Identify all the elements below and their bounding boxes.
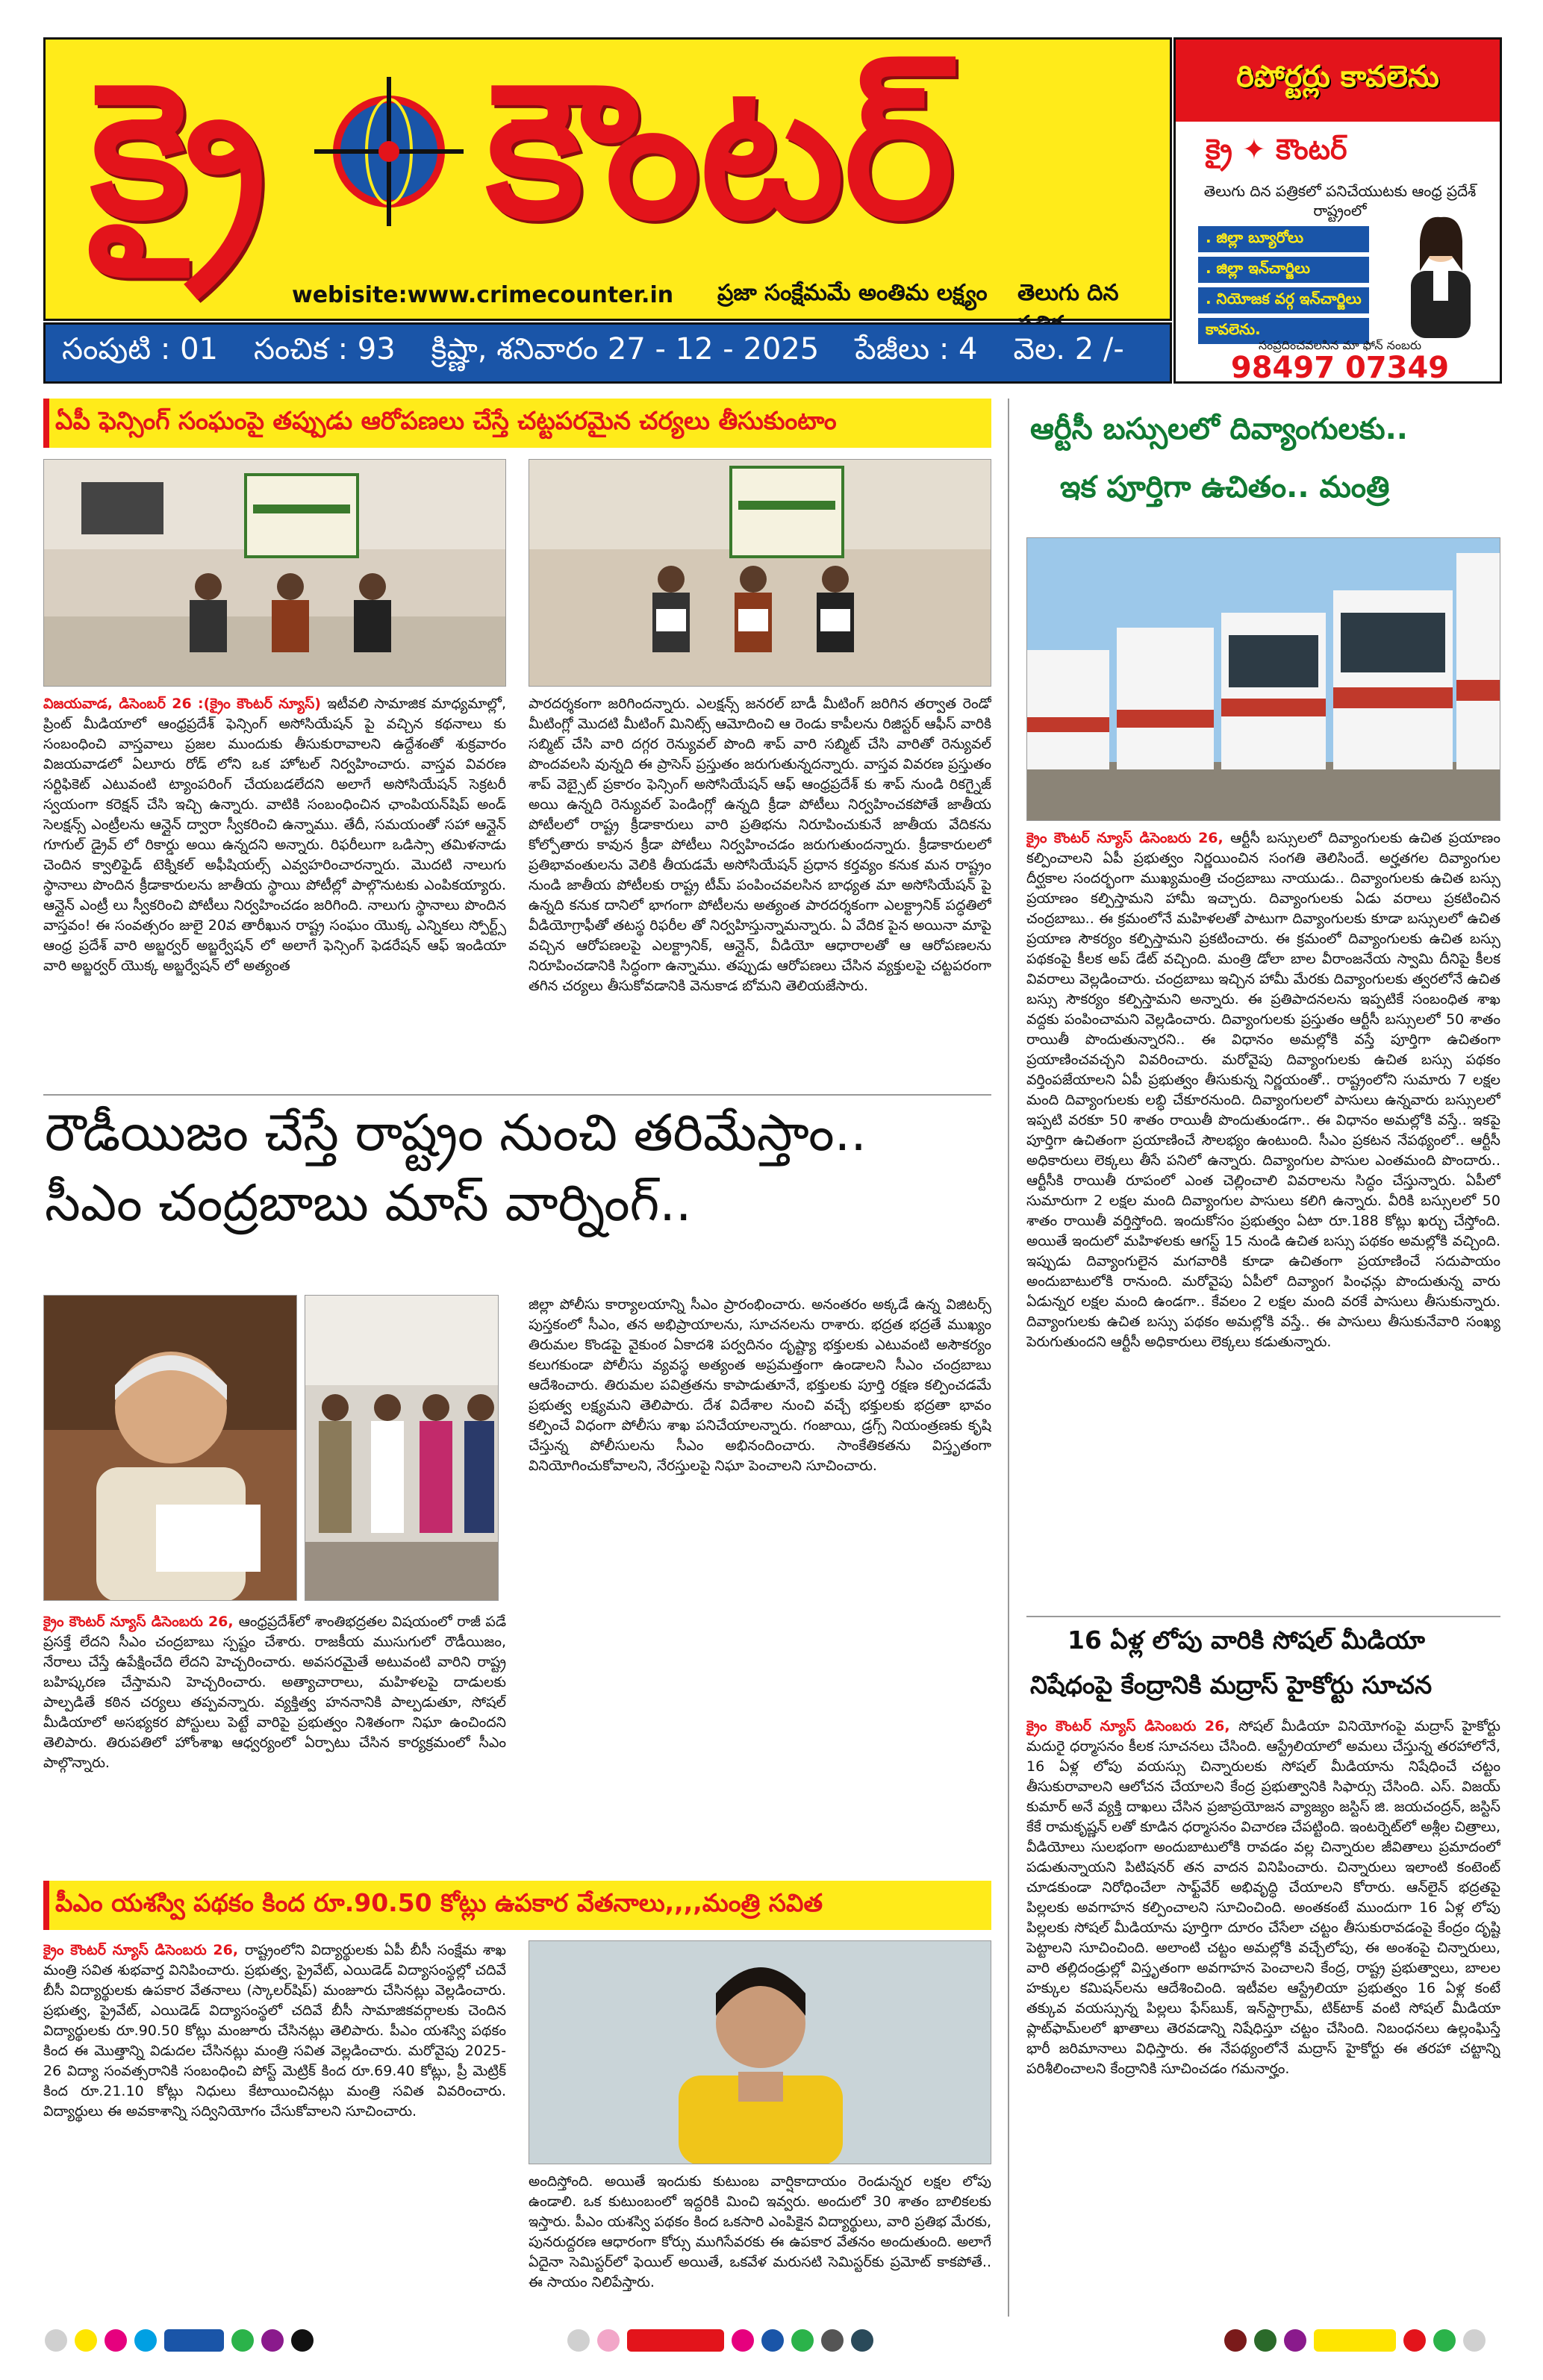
article3-column-1: [43, 1940, 506, 2317]
article2-photo-2: [305, 1295, 499, 1601]
website-url: webisite:www.crimecounter.in: [292, 282, 674, 308]
reg-dot: [851, 2329, 873, 2352]
article4-headline-line2: ఇక పూర్తిగా ఉచితం.. మంత్రి: [1060, 470, 1390, 505]
reg-dot: [761, 2329, 784, 2352]
article1-column-1: [43, 694, 506, 1090]
article2-column-2: [529, 1295, 991, 1873]
reg-dot: [75, 2329, 97, 2352]
article4-body: [1026, 828, 1500, 1608]
ad-position-item: కావలెను.: [1198, 318, 1369, 344]
price: వెల. 2 /-: [1013, 332, 1124, 366]
article2-photo-1: [43, 1295, 297, 1601]
logo-text-right: కౌంటర్: [486, 43, 955, 260]
ad-person-illustration: [1392, 211, 1489, 338]
ad-heading: రిపోర్టర్లు కావలెను: [1176, 40, 1500, 122]
ad-contact-label: సంప్రదించవలసిన మా ఫోన్ నంబరు: [1258, 338, 1422, 352]
article1-column-2: [529, 694, 991, 1090]
article2-headline-line2: సీఎం చంద్రబాబు మాస్ వార్నింగ్..: [45, 1174, 692, 1233]
article1-headline: ఏపీ ఫెన్సింగ్ సంఘంపై తప్పుడు ఆరోపణలు చేస్తే చట్టపరమైన చర్యలు తీసుకుంటాం: [55, 406, 837, 435]
article1-photo-1: [43, 459, 506, 687]
article2-headline-line1: రౌడీయిజం చేస్తే రాష్ట్రం నుంచి తరిమేస్తాం..: [45, 1104, 867, 1163]
article4-lead: క్రైం కౌంటర్ న్యూస్ డిసెంబరు 26,: [1026, 830, 1231, 846]
reg-pill: [1314, 2329, 1396, 2352]
article3-body-1: రాష్ట్రంలోని విద్యార్థులకు ఏపీ బీసీ సంక్షేమ శాఖ మంత్రి సవిత శుభవార్త వినిపించారు. ప్రభుత్వ, ప్రైవేట్, ఎయిడెడ్ విద్యాసంస్థల్లో చదివే బీసీ విద్యార్థులకు ఉపకార వేతనాలు (స్కాలర్‌షిప్) మంజూరు చేసినట్లు వెల్లడించారు. ప్రభుత్వ, ప్రైవేట్, ఎయిడెడ్ విద్యాసంస్థలో చదివే బీసీ సామాజికవర్గాలకు చెందిన విద్యార్థులకు రూ.90.50 కోట్లు మంజూరు చేసినట్లు తెలిపారు. పీఎం యశస్వి పథకం కింద ఈ మొత్తాన్ని విడుదల చేసినట్లు మంత్రి సవిత వెల్లడించారు. మరోవైపు 2025-26 విద్యా సంవత్సరానికి సంబంధించి పోస్ట్ మెట్రిక్ కింద రూ.69.40 కోట్లు, ప్రీ మెట్రిక్ కింద రూ.21.10 కోట్లు నిధులు కేటాయించినట్లు మంత్రి సవిత వివరించారు. విద్యార్థులు ఈ అవకాశాన్ని సద్వినియోగం చేసుకోవాలని సూచించారు.: [43, 1942, 506, 2120]
press-meet-photo-2: [529, 460, 991, 687]
reg-dot: [1403, 2329, 1426, 2352]
article5-body: [1026, 1717, 1500, 2317]
reg-dot: [261, 2329, 284, 2352]
page-count: పేజీలు : 4: [855, 332, 978, 366]
article2-column-1: [43, 1612, 506, 1873]
reg-dot: [291, 2329, 314, 2352]
column-divider: [1008, 399, 1009, 2317]
reporters-wanted-ad: [1173, 37, 1502, 384]
reg-dot: [45, 2329, 67, 2352]
article2-lead: క్రైం కౌంటర్ న్యూస్ డిసెంబరు 26,: [43, 1614, 239, 1630]
article2-body-1: ఆంధ్రప్రదేశ్‌లో శాంతిభద్రతల విషయంలో రాజీ పడే ప్రసక్తే లేదని సీఎం చంద్రబాబు స్పష్టం చేశారు. రాజకీయ ముసుగులో రౌడీయిజం, నేరాలు చేస్తే ఉపేక్షించేది లేదని హెచ్చరించారు. అవసరమైతే అటువంటి వారిని రాష్ట్ర బహిష్కరణ చేస్తామని హెచ్చరించారు. అత్యాచారాలు, మహిళలపై దాడులకు పాల్పడితే కఠిన చర్యలు తప్పవన్నారు. వ్యక్తిత్వ హననానికి పాల్పడుతూ, సోషల్ మీడియాలో అసభ్యకర పోస్టులు పెట్టే వారిపై ప్రభుత్వం నిశితంగా నిఘా ఉంచిందని తెలిపారు. తిరుపతిలో హోంశాఖ ఆధ్వర్యంలో ఏర్పాటు చేసిన కార్యక్రమంలో సీఎం పాల్గొన్నారు.: [43, 1614, 506, 1771]
reg-pill: [627, 2329, 724, 2352]
divider: [43, 1094, 991, 1096]
reg-dot: [134, 2329, 157, 2352]
reg-pill: [164, 2329, 224, 2352]
article3-headline: పీఎం యశస్వి పథకం కింద రూ.90.50 కోట్లు ఉపకార వేతనాలు,,,,మంత్రి సవిత: [55, 1888, 823, 1917]
article5-body-text: సోషల్ మీడియా వినియోగంపై మద్రాస్ హైకోర్టు మదురై ధర్మాసనం కీలక సూచనలు చేసింది. ఆస్ట్రేలియాలో అమలు చేస్తున్న తరహాలోనే, 16 ఏళ్ల లోపు వయస్సు చిన్నారులకు సోషల్ మీడియాను నిషేధించే చట్టం తీసుకురావాలని ఆలోచన చేయాలని కేంద్ర ప్రభుత్వానికి సిఫార్సు చేసింది. ఎస్. విజయ్ కుమార్ అనే వ్యక్తి దాఖలు చేసిన ప్రజాప్రయోజన వ్యాజ్యం జస్టిస్ జి. జయచంద్రన్, జస్టిస్ కేకే రామకృష్ణన్ లతో కూడిన ధర్మాసనం విచారణ చేపట్టింది. ఇంటర్నెట్‌లో అశ్లీల చిత్రాలు, వీడియోలు సులభంగా అందుబాటులోకి రావడం వల్ల చిన్నారుల జీవితాలు ప్రమాదంలో పడుతున్నాయని పిటిషనర్ తన వాదన వినిపించారు. చిన్నారులు ఇలాంటి కంటెంట్ చూడకుండా నిరోధించేలా సాఫ్ట్‌వేర్ అభివృద్ధి చేయాలని కోరారు. ఆన్‌లైన్ భద్రతపై పిల్లలకు అవగాహన కల్పించాలని సూచించింది. అంతకంటే ముందుగా 16 ఏళ్ల లోపు పిల్లలకు సోషల్ మీడియాను పూర్తిగా దూరం చేసేలా చట్టం తీసుకురావడంపై కేంద్రం దృష్టి పెట్టాలని సూచించింది. అలాంటి చట్టం అమల్లోకి వచ్చేలోపు, ఈ అంశంపై చిన్నారులు, వారి తల్లిదండ్రుల్లో విస్తృతంగా అవగాహన పెంచాలని కేంద్ర, రాష్ట్ర ప్రభుత్వాలు, బాలల హక్కుల కమిషన్‌లను ఆదేశించింది. ఇటీవల ఆస్ట్రేలియా ప్రభుత్వం 16 ఏళ్ల కంటే తక్కువ వయస్సున్న పిల్లలు ఫేస్‌బుక్, ఇన్‌స్టాగ్రామ్, టిక్‌టాక్ వంటి సోషల్ మీడియా ప్లాట్‌ఫామ్‌లలో ఖాతాలు తెరవడాన్ని నిషేధిస్తూ చట్టం చేసింది. నిబంధనలు ఉల్లంఘిస్తే భారీ జరిమానాలు విధిస్తారు. ఈ నేపథ్యంలోనే మద్రాస్ హైకోర్టు ఈ తరహా చట్టాన్ని పరిశీలించాలని కేంద్రానికి సూచించడం గమనార్హం.: [1026, 1718, 1500, 2077]
reg-dot: [1463, 2329, 1486, 2352]
globe-logo-icon: [314, 77, 464, 226]
article2-body-2: జిల్లా పోలీసు కార్యాలయాన్ని సీఎం ప్రారంభించారు. అనంతరం అక్కడే ఉన్న విజిటర్స్ పుస్తకంలో సీఎం, తన అభిప్రాయాలను, సూచనలను రాశారు. భద్రత భద్రతే ముఖ్యం తిరుమల కొండపై వైకుంఠ ఏకాదశి పర్వదినం దృష్ట్యా భక్తులకు ఎటువంటి అసౌకర్యం కలుగకుండా పోలీసు వ్యవస్థ అత్యంత అప్రమత్తంగా ఉండాలని సీఎం చంద్రబాబు ఆదేశించారు. తిరుమల పవిత్రతను కాపాడుతూనే, భక్తులకు పూర్తి రక్షణ కల్పించడమే ప్రభుత్వ లక్ష్యమని తెలిపారు. దేశ విదేశాల నుంచి వచ్చే భక్తులకు భద్రతా భావం కల్పించే విధంగా పోలీసు శాఖ పనిచేయాలన్నారు. గంజాయి, డ్రగ్స్ నియంత్రణకు కృషి చేస్తున్న పోలీసులను సీఎం అభినందించారు. సాంకేతికతను విస్తృతంగా వినియోగించుకోవాలని, నేరస్తులపై నిఘా పెంచాలని సూచించారు.: [529, 1296, 991, 1474]
cm-photo: [44, 1296, 297, 1601]
article5-lead: క్రైం కౌంటర్ న్యూస్ డిసెంబరు 26,: [1026, 1718, 1239, 1734]
reg-dot: [1224, 2329, 1247, 2352]
article3-column-2: [529, 2172, 991, 2317]
reg-dot: [597, 2329, 620, 2352]
article1-body-2: పారదర్శకంగా జరిగిందన్నారు. ఎలక్షన్స్ జనరల్ బాడీ మీటింగ్ జరిగిన తర్వాత రెండో మీటింగ్లో మొదటి మీటింగ్ మినిట్స్ ఆమోదించి ఆ రెండు కాపీలను రిజిస్టర్ ఆఫీస్ వారికి సబ్మిట్ చేసి వారి దగ్గర రెన్యువల్ పొంది శాప్ వారి సబ్మిట్ చేసి వారితో రెన్యువల్ పొందవలసి వున్నది ఈ ప్రాసెస్ ప్రస్తుతం జరుగుతున్నదన్నారు. వాస్తవ వివరణ ప్రస్తుతం శాప్ వెబ్సైట్ ప్రకారం ఫెన్సింగ్ అసోసియేషన్ ఆఫ్ ఆంధ్రప్రదేశ్ కు శాప్ నుండి రికగ్నైజ్ అయి ఉన్నది రెన్యువల్ పెండింగ్లో ఉన్నది క్రీడా పోటీలు నిర్వహించకపోతే జాతీయ పోటీలలో రాష్ట్ర క్రీడాకారులు వారి ప్రతిభను నిరూపించుకునే జాతీయ వేదికను కోల్పోతారు కావున క్రీడా పోటీలు నిర్వహించడం జరుగుతుందన్నారు. క్రీడాకారులలో ప్రతిభావంతులను వెలికి తీయడమే అసోసియేషన్ ప్రధాన కర్తవ్యం కనుక మన రాష్ట్రం నుండి జాతీయ పోటీలకు రాష్ట్ర టీమ్ పంపించవలసిన బాధ్యత మా అసోసియేషన్ పై ఉన్నది కనుక దానిలో భాగంగా పోటీలను అత్యంత పారదర్శకంగా ఎలక్ట్రానిక్ పద్ధతిలో వీడియోగ్రాఫీతో తటస్థ రిఫరీల తో నిర్వహిస్తున్నామన్నారు. ఏ వేదిక పైన అయినా మాపై వచ్చిన ఆరోపణలపై ఎలక్ట్రానిక్, ఆన్లైన్, వీడియో ఆధారాలతో ఆ ఆరోపణలను నిరూపించడానికి సిద్ధంగా ఉన్నాము. తప్పుడు ఆరోపణలు చేసిన వ్యక్తులపై చట్టపరంగా తగిన చర్యలు తీసుకోవడానికి వెనుకాడ బోమని తెలియజేసారు.: [529, 696, 991, 994]
reg-dot: [105, 2329, 127, 2352]
article5-headline-line1: 16 ఏళ్ల లోపు వారికి సోషల్ మీడియా: [1067, 1625, 1425, 1655]
ad-phone-number: 98497 07349: [1230, 351, 1450, 385]
masthead: [43, 37, 1172, 321]
ad-description: తెలుగు దిన పత్రికలో పనిచేయుటకు ఆంధ్ర ప్రదేశ్ రాష్ట్రంలో: [1203, 182, 1477, 219]
article5-headline-line2: నిషేధంపై కేంద్రానికి మద్రాస్ హైకోర్టు సూచన: [1030, 1670, 1433, 1699]
reg-dot: [1254, 2329, 1277, 2352]
volume: సంపుటి : 01: [62, 332, 218, 366]
logo-text-left: క్రై: [90, 43, 266, 260]
article1-photo-2: [529, 459, 991, 687]
article1-body-1: ఇటీవలి సామాజిక మాధ్యమాల్లో, ప్రింట్ మీడియాలో ఆంధ్రప్రదేశ్ ఫెన్సింగ్ అసోసియేషన్ పై వచ్చిన కథనాలు కు సంబంధించి వాస్తవాలు ప్రజల ముందుకు తీసుకురావాలని ఉద్దేశంతో శుక్రవారం విజయవాడలో ఏలూరు రోడ్ లోని ఒక హోటల్ నిర్వహించారు. వాస్తవ వివరణ సర్టిఫికెట్ ఎటువంటి ట్యాంపరింగ్ చేయబడలేదని అలాగే అసోసియేషన్ సెక్రటరీ స్వయంగా కరెక్షన్ చేసి ఇచ్చి ఉన్నారు. వాటికి సంబంధించిన ఛాంపియన్‌షిప్ అండ్ సెలక్షన్స్ ఎంట్రీలను ఆన్లైన్ ద్వారా స్వీకరించి ఉన్నాము. తేదీ, సమయంతో సహా ఆన్లైన్ గూగుల్ డ్రైవ్ లో రికార్డు అయి ఉన్నదని అన్నారు. రిఫరీలుగా ఒడిస్సా తమిళనాడు చెందిన క్వాలిఫైడ్ టెక్నికల్ అఫీషియల్స్ ఎవ్వహరించారన్నారు. మొదటి నాలుగు స్థానాలు పొందిన క్రీడాకారులను జాతీయ స్థాయి పోటీల్లో పాల్గొనుటకు ఎంపికయ్యారు. ఆన్లైన్ ఎంట్రీ లు స్వీకరించి పోటీలు నిర్వహించడం జరిగింది. నాలుగు స్థానాలు పొందిన వాస్తవం! ఈ సంవత్సరం జులై 20వ తారీఖున రాష్ట్ర సంఘం యొక్క ఎన్నికలు స్పోర్ట్స్ ఆంధ్ర ప్రదేశ్ వారి అబ్జర్వర్ అబ్జర్వేషన్ లో అలాగే ఫెన్సింగ్ ఫెడరేషన్ ఆఫ్ ఇండియా వారి అబ్జర్వర్ యొక్క అబ్జర్వేషన్ లో అత్యంత: [43, 696, 506, 974]
ad-position-item: . జిల్లా ఇన్‌చార్జిలు: [1198, 257, 1369, 283]
rtc-buses-photo: [1027, 538, 1500, 821]
issue-number: సంచిక : 93: [253, 332, 396, 366]
article3-lead: క్రైం కౌంటర్ న్యూస్ డిసెంబరు 26,: [43, 1942, 245, 1958]
article1-lead: విజయవాడ, డిసెంబర్ 26 :(క్రైం కౌంటర్ న్యూస్): [43, 696, 328, 712]
reg-dot: [732, 2329, 754, 2352]
cm-event-photo: [305, 1296, 499, 1601]
reg-dot: [821, 2329, 844, 2352]
reg-dot: [1433, 2329, 1456, 2352]
press-meet-photo-1: [44, 460, 506, 687]
article3-body-2: అందిస్తోంది. అయితే ఇందుకు కుటుంబ వార్షికాదాయం రెండున్నర లక్షల లోపు ఉండాలి. ఒక కుటుంబంలో ఇద్దరికి మించి ఇవ్వరు. అందులో 30 శాతం బాలికలకు ఇస్తారు. పీఎం యశస్వి పథకం కింద ఒకసారి ఎంపికైన విద్యార్థులు, వారి ప్రతిభ మేరకు, పునరుద్దరణ ఆధారంగా కోర్సు ముగిసేవరకు ఈ ఉపకార వేతనం అందుతుంది. అలాగే ఏదైనా సెమిస్టర్‌లో ఫెయిల్ అయితే, ఒకవేళ మరుసటి సెమిస్టర్‌కు ప్రమోట్ కాకపోతే.. ఈ సాయం నిలిపేస్తారు.: [529, 2173, 991, 2290]
ad-logo: క్రై ✦ కౌంటర్: [1206, 133, 1347, 166]
article4-body-text: ఆర్టీసీ బస్సులలో దివ్యాంగులకు ఉచిత ప్రయాణం కల్పించాలని ఏపీ ప్రభుత్వం నిర్ణయించిన సంగతి తెలిసిందే. అర్హతగల దివ్యాంగుల దీర్ఘకాల సందర్భంగా ముఖ్యమంత్రి చంద్రబాబు నాయుడు.. దివ్యాంగులకు ఉచిత బస్సు ప్రయాణం కల్పిస్తామని హామీ ఇచ్చారు. దివ్యాంగులకు ఏడు వరాలు ప్రకటించిన చంద్రబాబు.. ఈ క్రమంలోనే మహిళలతో పాటుగా దివ్యాంగులకు కూడా బస్సులలో ఉచిత ప్రయాణ సౌకర్యం కల్పిస్తామని ప్రకటించారు. ఈ క్రమంలో దివ్యాంగులకు ఉచిత బస్సు పథకంపై కీలక అప్ డేట్ వచ్చింది. మంత్రి డోలా బాల వీరాంజనేయ స్వామి దీనిపై కీలక వివరాలు వెల్లడించారు. చంద్రబాబు ఇచ్చిన హామీ మేరకు దివ్యాంగులకు త్వరలోనే ఉచిత బస్సు సౌకర్యం కల్పిస్తామని అన్నారు. ఈ ప్రతిపాదనలను ఇప్పటికే సంబంధిత శాఖ వద్దకు పంపించామని వెల్లడించారు. దివ్యాంగులకు ప్రస్తుతం ఆర్టీసీ బస్సులలో 50 శాతం రాయితీ పొందుతున్నారని.. ఈ విధానం అమల్లోకి వస్తే పూర్తిగా ఉచితంగా ప్రయాణించవచ్చని వివరించారు. మరోవైపు దివ్యాంగులకు ఉచిత బస్సు పథకం వర్తింపజేయాలని ఏపీ ప్రభుత్వం తీసుకున్న నిర్ణయంతో.. రాష్ట్రంలోని సుమారు 7 లక్షల మంది దివ్యాంగులకు లబ్ధి చేకూరనుంది. దివ్యాంగులలో పాసులు ఉన్నవారు బస్సులలో ఇప్పటి వరకూ 50 శాతం రాయితీ పొందుతుండగా.. ఈ విధానం అమల్లోకి వస్తే.. ఇకపై పూర్తిగా ఉచితంగా ప్రయాణించే సౌలభ్యం ఉంటుంది. సీఎం ప్రకటన నేపథ్యంలో.. ఆర్టీసీ అధికారులు లెక్కలు తీసే పనిలో ఉన్నారు. దివ్యాంగుల పాసుల ఎంతమంది పొందారు.. ఆర్టీసీకి రాయితీ రూపంలో ఎంత చెల్లించాలి వివరాలను సిద్ధం చేస్తున్నారు. ఏపీలో సుమారుగా 2 లక్షల మంది దివ్యాంగుల పాసులు కలిగి ఉన్నారు. వీరికి బస్సులలో 50 శాతం రాయితీ వర్తిస్తోంది. ఇందుకోసం ప్రభుత్వం ఏటా రూ.188 కోట్లు ఖర్చు చేస్తోంది. అయితే ఇందులో మహిళలకు ఆగస్ట్ 15 నుండి ఉచిత బస్సు పథకం అమల్లోకి వచ్చింది. ఇప్పుడు దివ్యాంగులైన మగవారికి కూడా ఉచితంగా ప్రయాణించే సదుపాయం అందుబాటులోకి రానుంది. మరోవైపు ఏపీలో దివ్యాంగ పింఛన్లు పొందుతున్న వారు ఏడున్నర లక్షల మంది ఉండగా.. కేవలం 2 లక్షల మంది వరకే పాసులు తీసుకున్నారు. దివ్యాంగులకు ఉచిత బస్సు పథకం అమల్లోకి వస్తే.. ఈ పాసులు తీసుకునేవారి సంఖ్య పెరుగుతుందని ఆర్టీసీ అధికారులు లెక్కలు కడుతున్నారు.: [1026, 830, 1500, 1350]
paper-kind: తెలుగు దిన: [1017, 280, 1119, 306]
issue-info-bar: [43, 322, 1172, 384]
reg-dot: [1284, 2329, 1306, 2352]
article4-headline-line1: ఆర్టీసీ బస్సులలో దివ్యాంగులకు..: [1030, 412, 1409, 446]
article3-photo: [529, 1940, 991, 2164]
ad-position-item: . నియోజక వర్గ ఇన్‌చార్జిలు: [1198, 287, 1369, 313]
reg-dot: [567, 2329, 590, 2352]
ad-positions-list: [1198, 226, 1369, 349]
minister-photo: [529, 1941, 991, 2164]
reg-dot: [231, 2329, 254, 2352]
divider: [1026, 1616, 1500, 1617]
article4-photo: [1026, 537, 1500, 821]
place-date: క్రిష్ణా, శనివారం 27 - 12 - 2025: [431, 332, 820, 366]
ad-position-item: . జిల్లా బ్యూరోలు: [1198, 226, 1369, 252]
tagline: ప్రజా సంక్షేమమే అంతిమ లక్ష్యం: [717, 280, 988, 306]
print-registration-marks: [0, 2325, 1543, 2355]
reg-dot: [791, 2329, 814, 2352]
